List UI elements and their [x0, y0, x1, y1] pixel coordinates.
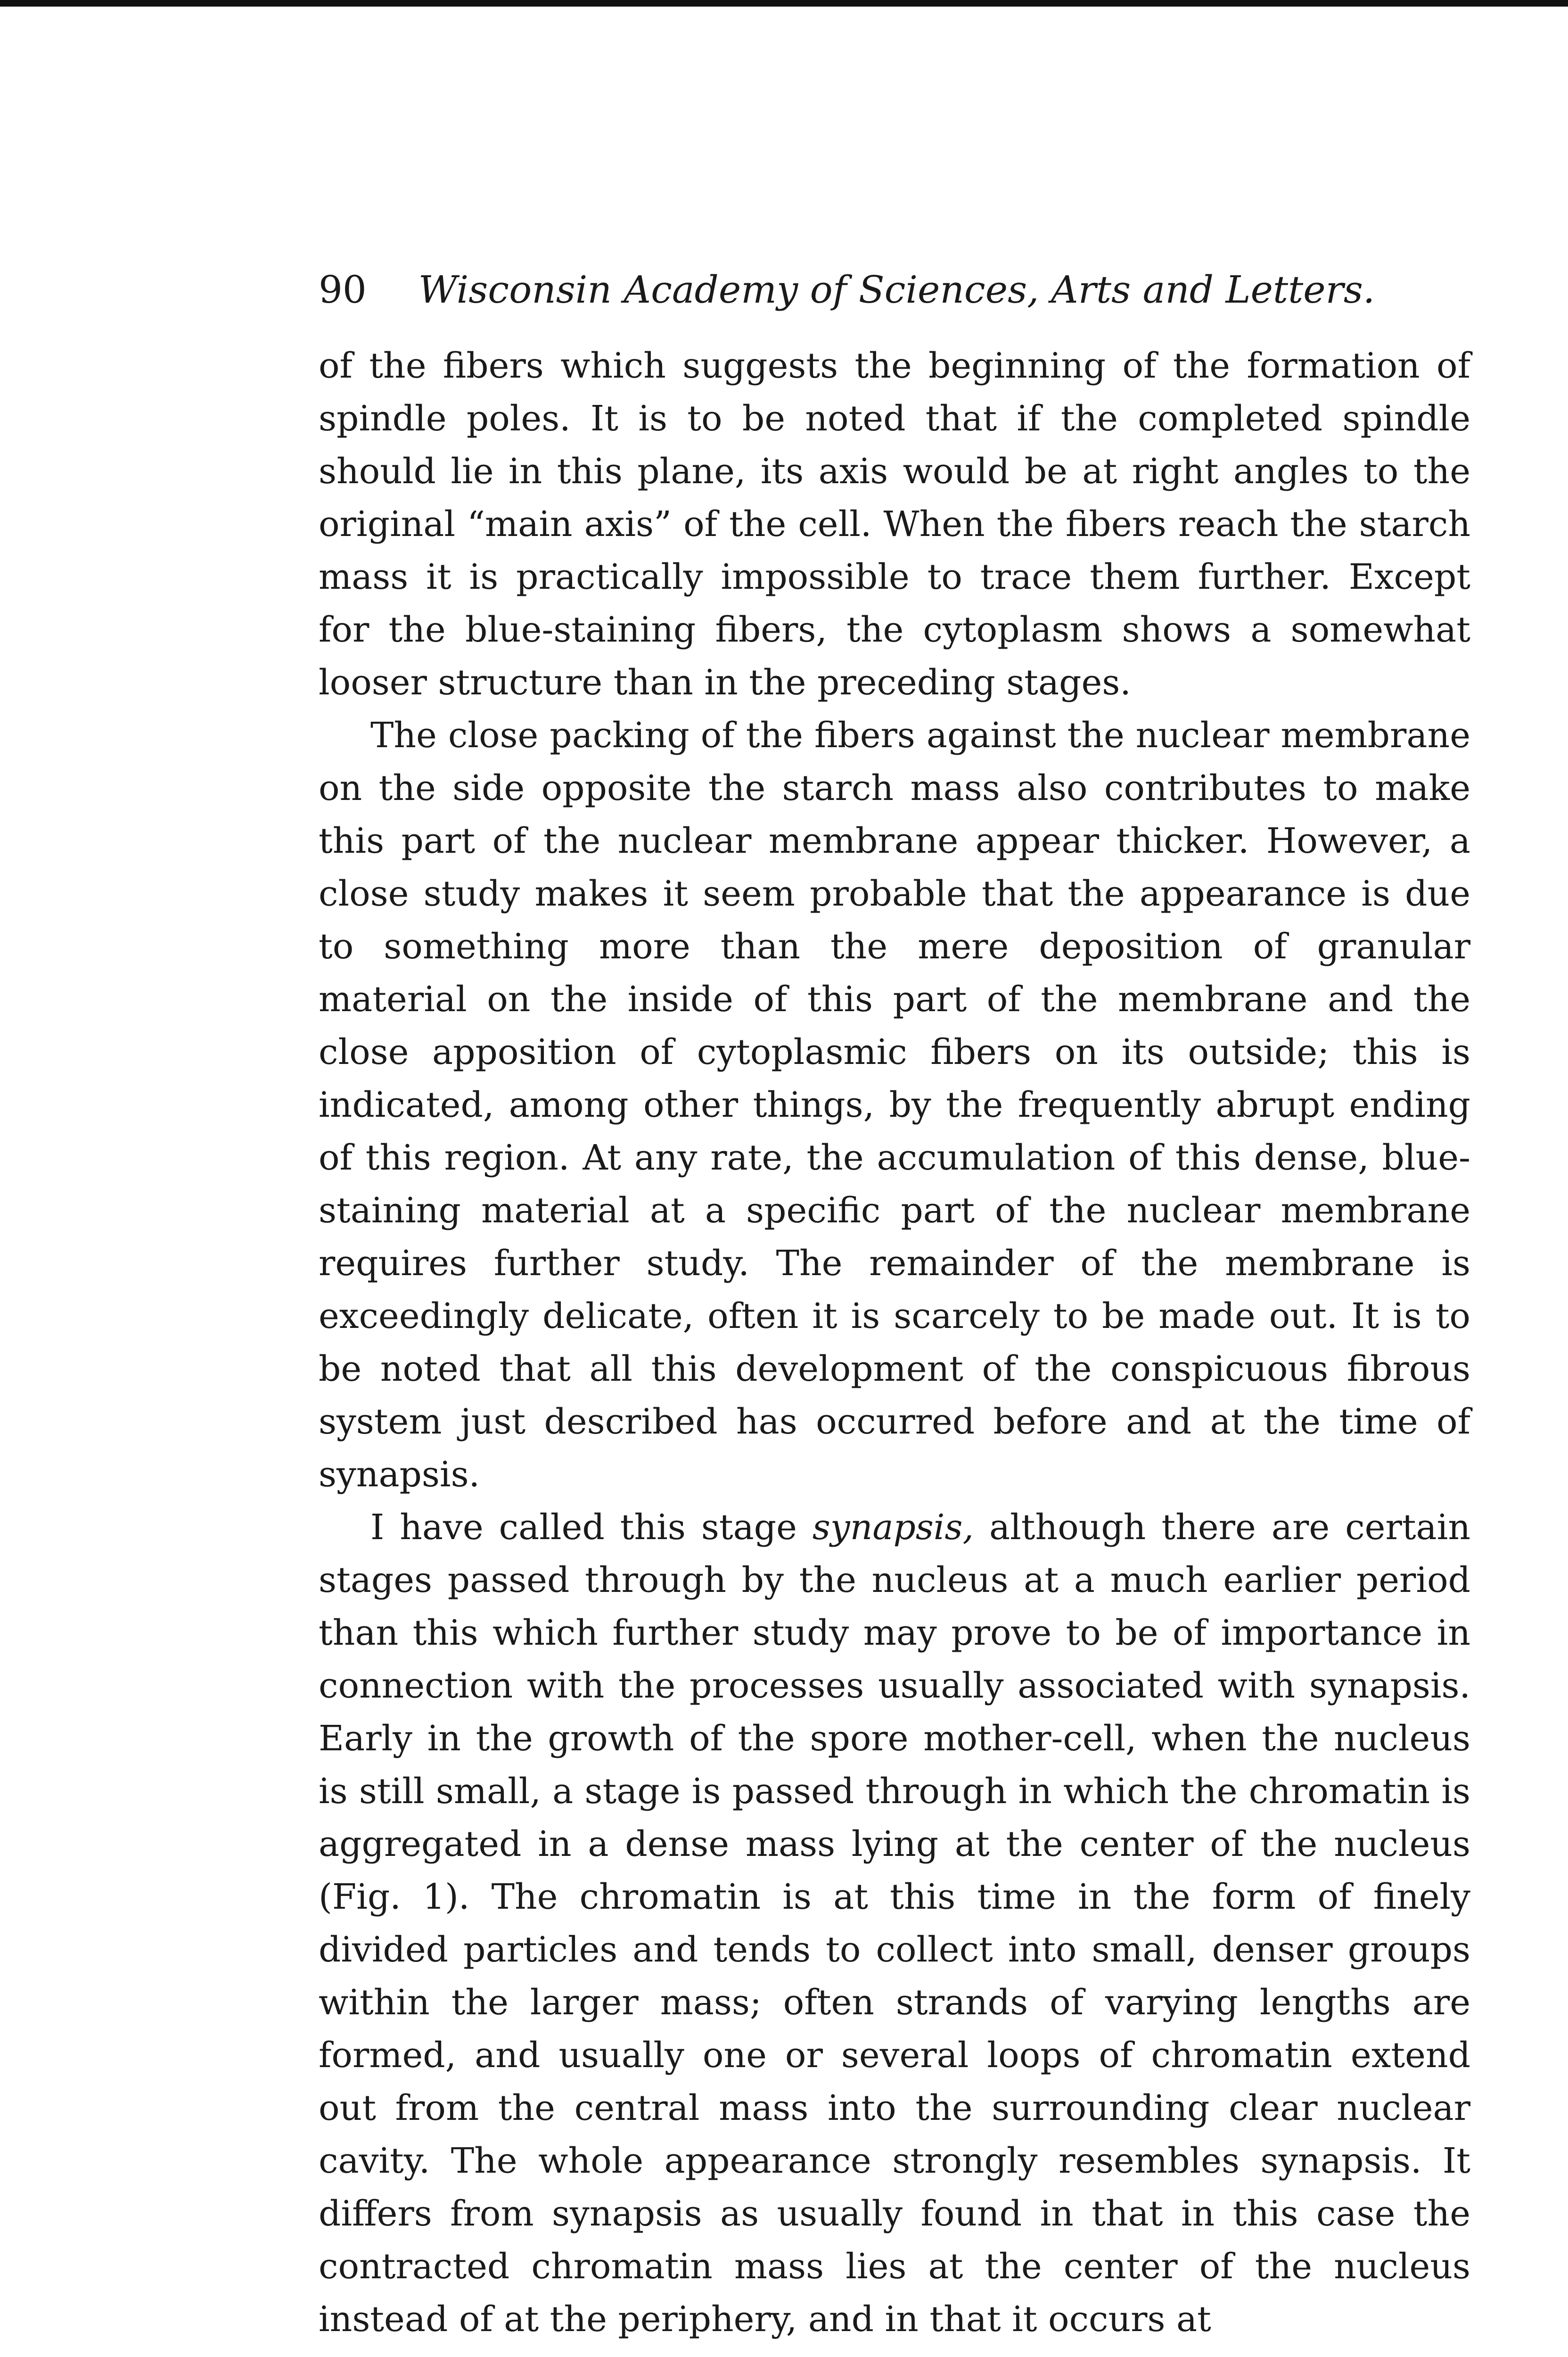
- running-head: [319, 264, 1470, 316]
- paragraph-continued: of the fibers which suggests the beginning of the formation of spindle poles. It is to be noted that if the completed spindle should lie in this plane, its axis would be at right angles to the original “main axis” of the cell. When the fibers reach the starch mass it is practically impossible to trace them further. Except for the blue-staining fibers, the cytoplasm shows a somewhat looser structure than in the preceding stages.: [319, 346, 1470, 703]
- page-number: 90: [319, 268, 367, 312]
- paragraph-nuclear-membrane: The close packing of the fibers against the nuclear membrane on the side opposite the starch mass also contributes to make this part of the nuclear membrane appear thicker. However, a close study makes it seem probable that the appearance is due to something more than the mere deposition of granular material on the inside of this part of the membrane and the close apposition of cytoplasmic fibers on its outside; this is indicated, among other things, by the frequently abrupt ending of this region. At any rate, the accumulation of this dense, blue-staining material at a specific part of the nuclear membrane requires further study. The remainder of the membrane is exceedingly delicate, often it is scarcely to be made out. It is to be noted that all this development of the conspicuous fibrous system just described has occurred before and at the time of synapsis.: [319, 715, 1470, 1495]
- paragraph-synapsis-intro: I have called this stage: [370, 1507, 813, 1548]
- scan-top-edge: [0, 0, 1568, 7]
- paragraph-synapsis-body: although there are certain stages passed through by the nucleus at a much earlier period than this which further study may prove to be of importance in connection with the processes usually associated with synapsis. Early in the growth of the spore mother-cell, when the nucleus is still small, a stage is passed through in which the chromatin is aggregated in a dense mass lying at the center of the nucleus (Fig. 1). The chromatin is at this time in the form of finely divided particles and tends to collect into small, denser groups within the larger mass; often strands of varying lengths are formed, and usually one or several loops of chromatin extend out from the central mass into the surrounding clear nuclear cavity. The whole appearance strongly resembles synapsis. It differs from synapsis as usually found in that in this case the contracted chromatin mass lies at the center of the nucleus instead of at the periphery, and in that it occurs at: [319, 1507, 1471, 2340]
- book-page: [319, 264, 1470, 2346]
- journal-title: Wisconsin Academy of Sciences, Arts and Letters.: [418, 268, 1375, 312]
- body-text: [319, 339, 1470, 2346]
- synapsis-term: synapsis,: [812, 1507, 974, 1548]
- paragraph-synapsis: [319, 1501, 1470, 2346]
